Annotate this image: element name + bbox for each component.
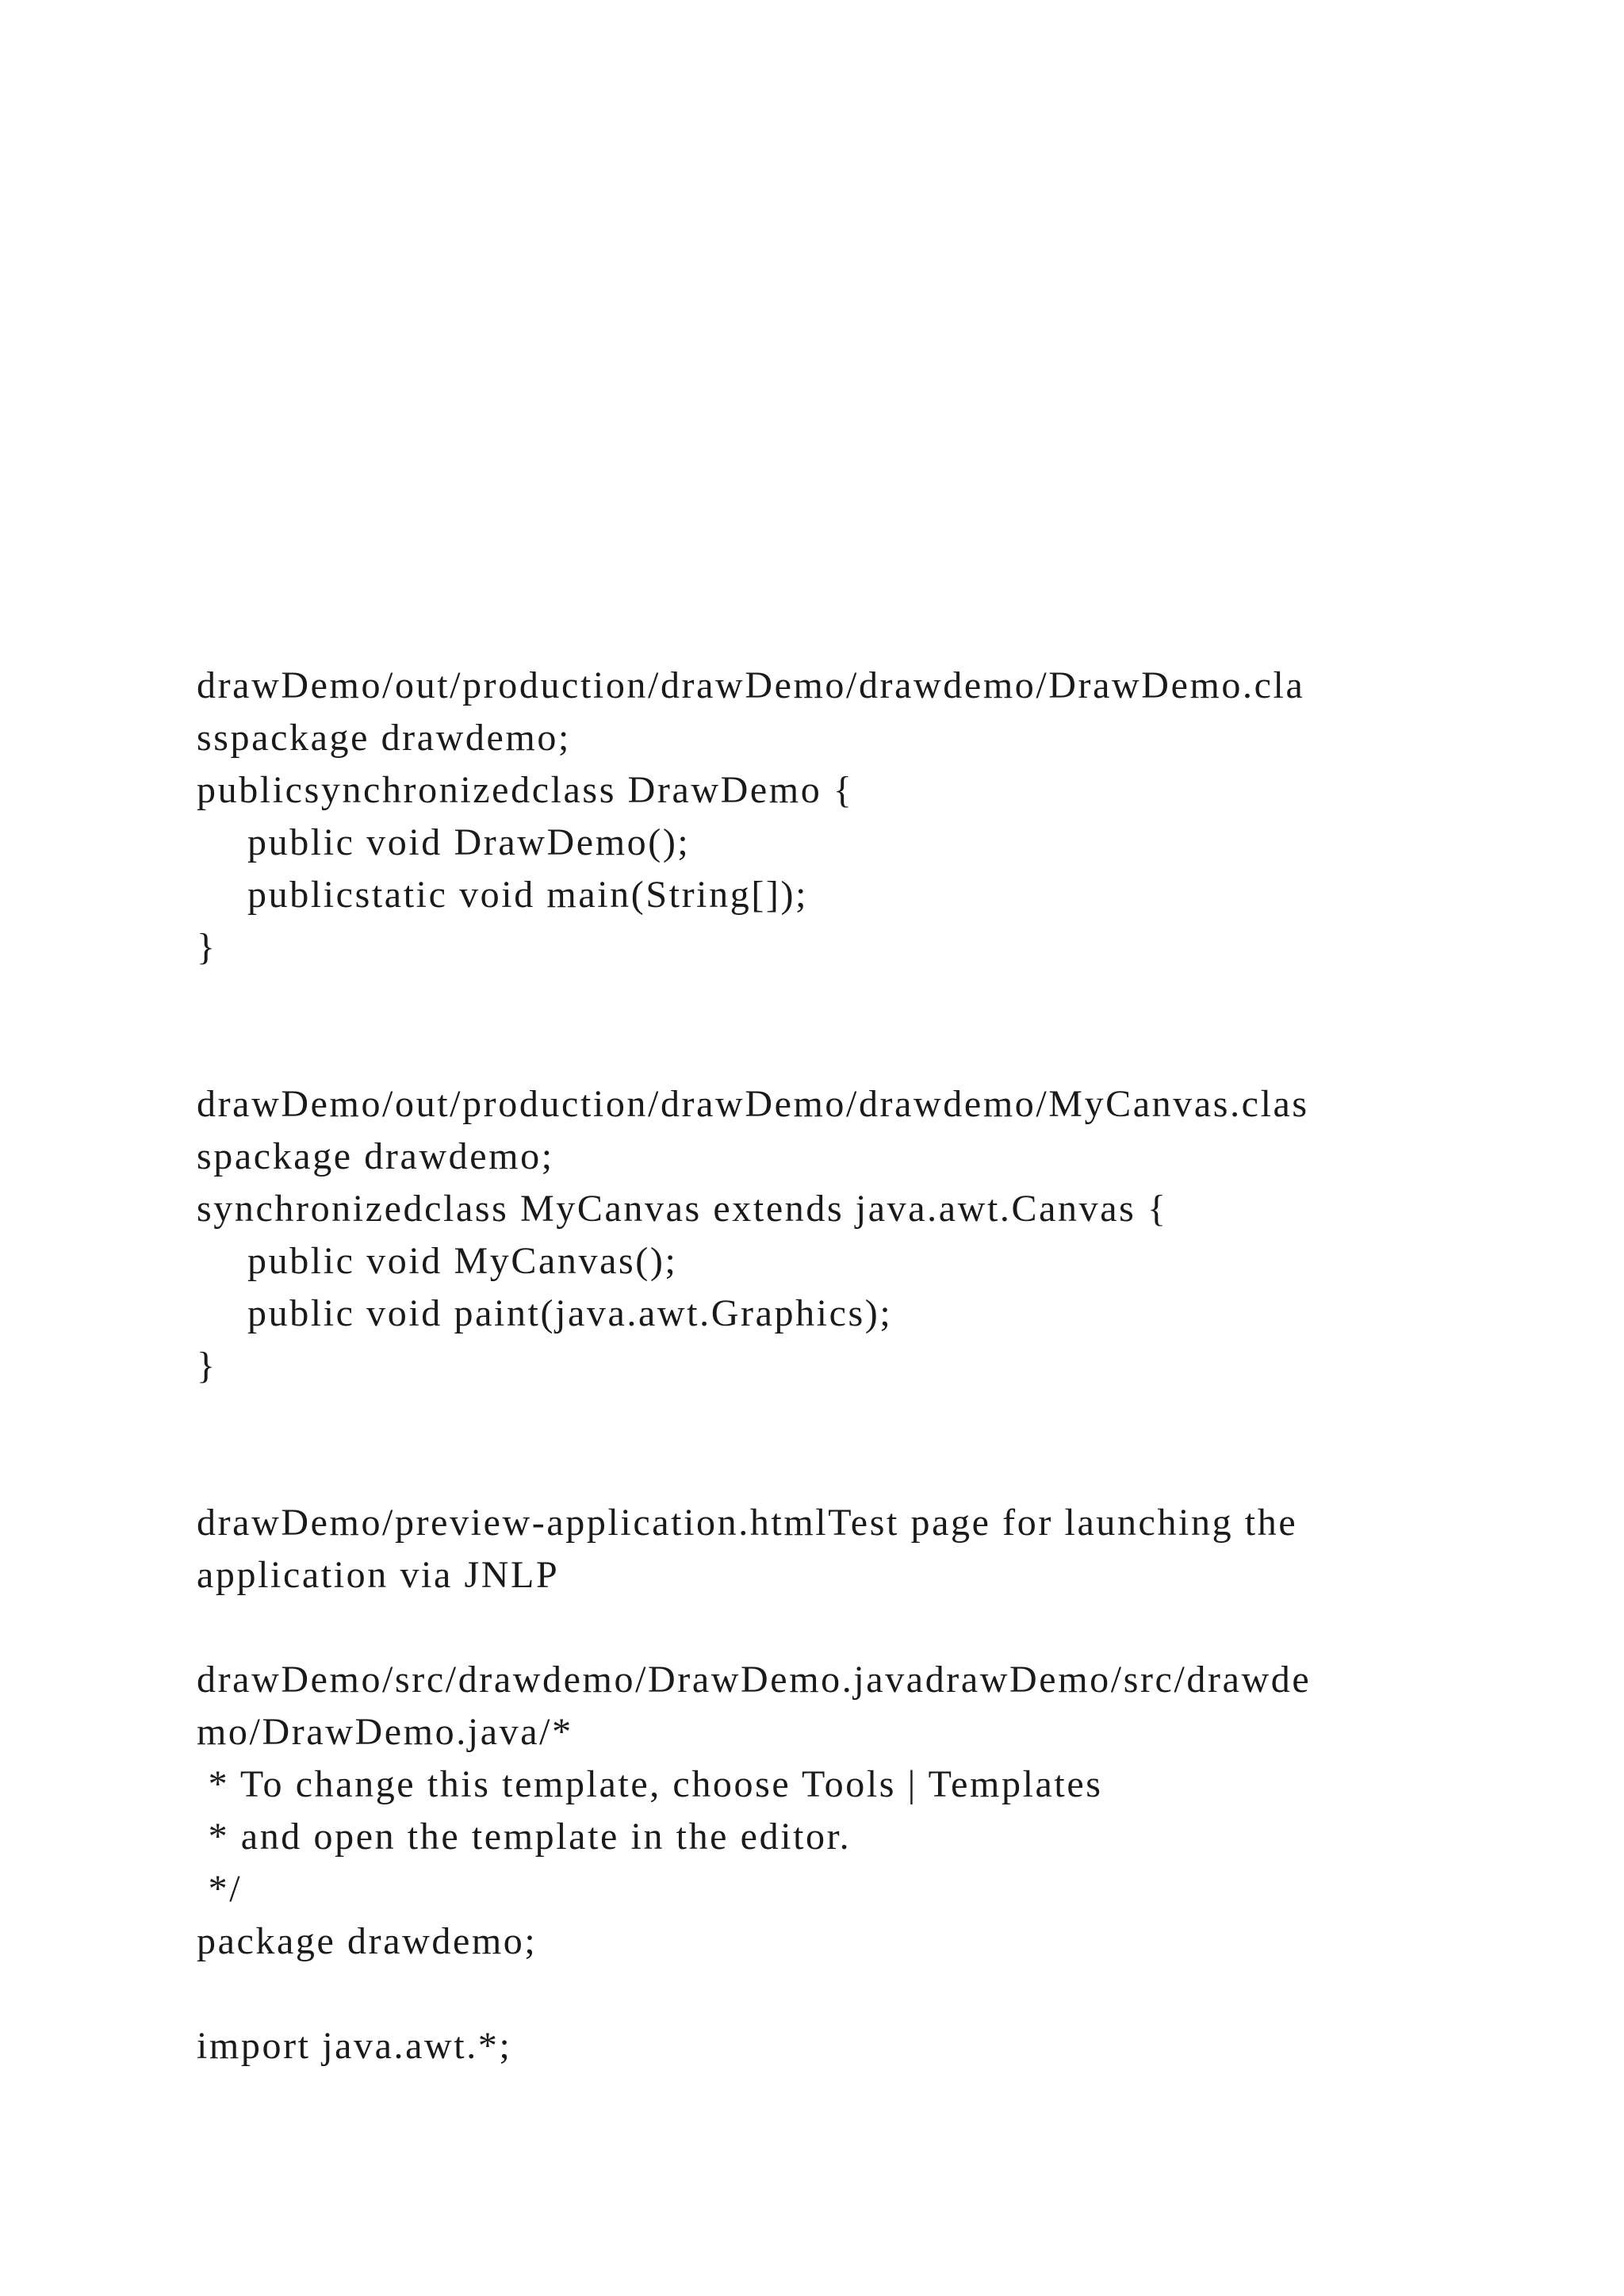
- document-text: [197, 660, 1434, 2072]
- comment-end-line: */: [197, 1868, 243, 1910]
- file-path-line: drawDemo/src/drawdemo/DrawDemo.javadrawDemo/src/drawde: [197, 1659, 1312, 1701]
- method-line: public void DrawDemo();: [247, 821, 691, 863]
- blank-line: [197, 1601, 1434, 1654]
- class-declaration-line: synchronizedclass MyCanvas extends java.awt.Canvas {: [197, 1188, 1168, 1230]
- package-line: spackage drawdemo;: [197, 1135, 554, 1177]
- comment-start-line: mo/DrawDemo.java/*: [197, 1711, 573, 1753]
- blank-line: [197, 1968, 1434, 2020]
- package-line: package drawdemo;: [197, 1920, 538, 1962]
- method-line: public void MyCanvas();: [247, 1240, 678, 1282]
- blank-line: [197, 1445, 1434, 1497]
- blank-line: [197, 1026, 1434, 1078]
- method-line: public void paint(java.awt.Graphics);: [247, 1292, 893, 1334]
- blank-line: [197, 1392, 1434, 1445]
- file-path-line: drawDemo/out/production/drawDemo/drawdemo/MyCanvas.clas: [197, 1083, 1309, 1125]
- comment-line: * To change this template, choose Tools | Templates: [197, 1763, 1103, 1805]
- method-line: publicstatic void main(String[]);: [247, 874, 809, 916]
- comment-line: * and open the template in the editor.: [197, 1816, 852, 1858]
- file-path-line: drawDemo/preview-application.htmlTest page for launching the: [197, 1502, 1298, 1544]
- import-line: import java.awt.*;: [197, 2025, 512, 2067]
- package-line: sspackage drawdemo;: [197, 717, 571, 759]
- blank-line: [197, 974, 1434, 1026]
- closing-brace-line: }: [197, 926, 217, 968]
- file-path-line: drawDemo/out/production/drawDemo/drawdemo/DrawDemo.cla: [197, 664, 1305, 706]
- class-declaration-line: publicsynchronizedclass DrawDemo {: [197, 769, 854, 811]
- closing-brace-line: }: [197, 1345, 217, 1387]
- description-line: application via JNLP: [197, 1554, 560, 1596]
